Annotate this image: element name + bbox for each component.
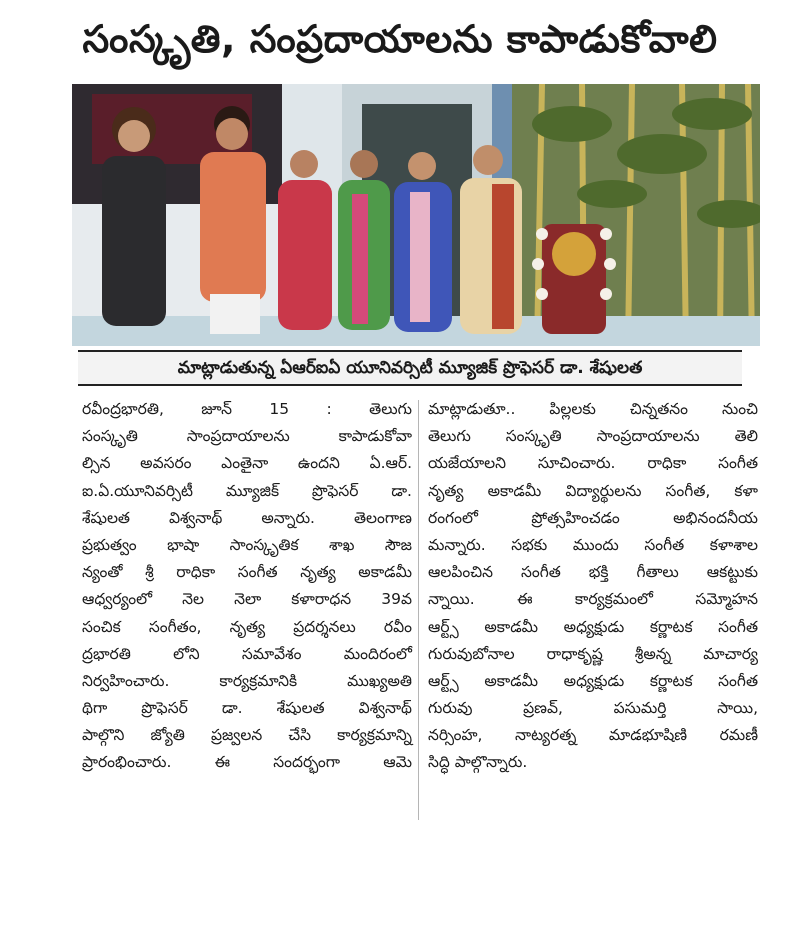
article-column-left <box>82 396 412 777</box>
article-column-right <box>428 396 758 777</box>
text-line: ఆధ్వర్యంలో నెల నెలా కళారాధన 39వ <box>82 590 412 609</box>
photo-caption: మాట్లాడుతున్న ఏఆర్ఐఏ యూనివర్సిటీ మ్యూజిక్ ప్రొఫెసర్ డా. శేషులత <box>78 350 742 386</box>
text-line: గురువు ప్రణవ్, పసుమర్తి సాయి, <box>428 699 758 718</box>
text-line: ద్రభారతి లోని సమావేశం మందిరంలో <box>82 644 412 663</box>
text-line: శేషులత విశ్వనాథ్ అన్నారు. తెలంగాణ <box>82 508 412 527</box>
text-line: పాల్గొని జ్యోతి ప్రజ్వలన చేసి కార్యక్రమాన్ని <box>82 726 412 745</box>
text-line: యజేయాలని సూచించారు. రాధికా సంగీత <box>428 454 758 473</box>
column-divider <box>418 400 419 820</box>
text-line: ఐ.ఏ.యూనివర్సిటీ మ్యూజిక్ ప్రొఫెసర్ డా. <box>82 481 412 500</box>
text-line: నిర్వహించారు. కార్యక్రమానికి ముఖ్యఅతి <box>82 671 412 690</box>
text-line: మాట్లాడుతూ.. పిల్లలకు చిన్నతనం నుంచి <box>428 400 758 418</box>
text-line: తెలుగు సంస్కృతి సాంప్రదాయాలను తెలి <box>428 427 758 446</box>
text-line: ఆర్ట్స్ అకాడమీ అధ్యక్షుడు కర్ణాటక సంగీత <box>428 617 758 636</box>
article-headline: సంస్కృతి, సంప్రదాయాలను కాపాడుకోవాలి <box>82 17 718 61</box>
text-line: సంస్కృతి సాంప్రదాయాలను కాపాడుకోవా <box>82 427 412 446</box>
text-line: రంగంలో ప్రోత్సహించడం అభినందనీయ <box>428 508 758 527</box>
text-line: నర్సింహ, నాట్యరత్న మాడభూషిణి రమణీ <box>428 726 758 745</box>
text-line: న్యంతో శ్రీ రాధికా సంగీత నృత్య అకాడమీ <box>82 563 412 582</box>
text-line: నృత్య అకాడమీ విద్యార్థులను సంగీత, కళా <box>428 481 758 500</box>
text-line: సంచిక సంగీతం, నృత్య ప్రదర్శనలు రవీం <box>82 617 412 636</box>
text-line: ఆర్ట్స్ అకాడమీ అధ్యక్షుడు కర్ణాటక సంగీత <box>428 671 758 690</box>
text-line: ల్సిన అవసరం ఎంతైనా ఉందని ఏ.ఆర్. <box>82 454 412 473</box>
text-line: ప్రారంభించారు. ఈ సందర్భంగా ఆమె <box>82 753 412 772</box>
text-line: ప్రభుత్వం భాషా సాంస్కృతిక శాఖ సౌజ <box>82 535 412 554</box>
event-photo <box>72 84 760 346</box>
text-line: సిద్ధి పాల్గొన్నారు. <box>428 753 528 772</box>
text-line: మన్నారు. సభకు ముందు సంగీత కళాశాల <box>428 535 758 554</box>
text-line: థిగా ప్రొఫెసర్ డా. శేషులత విశ్వనాథ్ <box>82 699 412 718</box>
text-line: రవీంద్రభారతి, జూన్ 15 : తెలుగు <box>82 400 412 418</box>
text-line: గురువుబోనాల రాధాకృష్ణ శ్రీఅన్న మాచార్య <box>428 644 758 663</box>
text-line: ఆలపించిన సంగీత భక్తి గీతాలు ఆకట్టుకు <box>428 563 758 582</box>
text-line: న్నాయి. ఈ కార్యక్రమంలో సమ్మోహన <box>428 590 758 609</box>
